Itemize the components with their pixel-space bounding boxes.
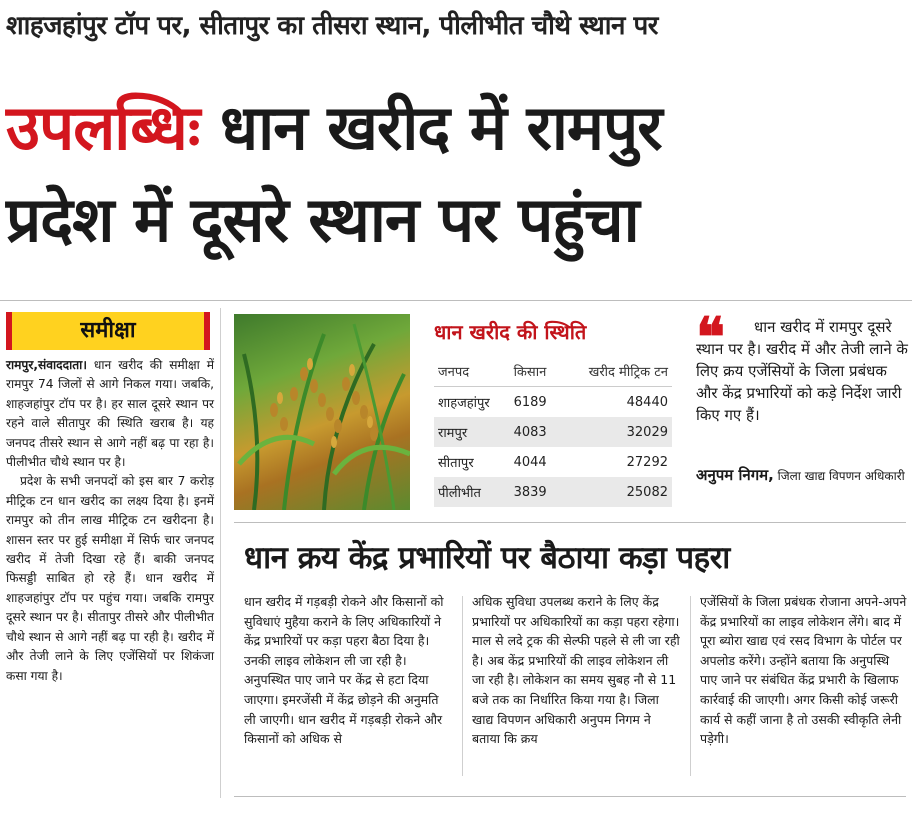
divider: [234, 522, 906, 523]
article-para-2: प्रदेश के सभी जनपदों को इस बार 7 करोड़ मीट्रिक टन धान खरीद का लक्ष्य दिया है। इनमें रामपुर को तीन लाख मीट्रिक टन खरीदना है। शासन स्तर पर हुई समीक्षा में सिर्फ चार जनपद खरीद में तेजी दिखा रहे हैं। बाकी जनपद फिसड्डी साबित हो रहे हैं। धान खरीद में शाहजहांपुर टॉप पर पहुंच गया। जबकि रामपुर दूसरे स्थान पर है। सीतापुर तीसरे और पीलीभीत चौथे स्थान से आगे नहीं बढ़ पा रही है। खरीद में और तेजी लाने के लिए एजेंसियों पर शिकंजा कसा गया है।: [6, 474, 214, 683]
table-cell: रामपुर: [434, 417, 510, 447]
headline-line1: धान खरीद में रामपुर: [199, 91, 662, 164]
author-role: जिला खाद्य विपणन अधिकारी: [773, 469, 905, 483]
table-title: धान खरीद की स्थिति: [434, 320, 587, 344]
table-cell: 48440: [562, 387, 672, 418]
table-header: खरीद मीट्रिक टन: [562, 356, 672, 387]
article-column-1: धान खरीद में गड़बड़ी रोकने और किसानों को सुविधाएं मुहैया कराने के लिए अधिकारियों ने केंद्र प्रभारियों पर कड़ा पहरा बैठा दिया है। उनकी लाइव लोकेशन ली जा रही है। अनुपस्थित पाए जाने पर केंद्र से हटा दिया जाएगा। इमरजेंसी में केंद्र छोड़ने की अनुमति ली जाएगी। धान खरीद में गड़बड़ी रोकने और किसानों को अधिक से: [244, 594, 444, 747]
divider: [220, 308, 221, 798]
table-cell: 4044: [510, 447, 562, 477]
table-cell: शाहजहांपुर: [434, 387, 510, 418]
table-row: [434, 477, 672, 507]
divider: [690, 596, 691, 776]
section-tag: समीक्षा: [6, 312, 210, 350]
divider: [234, 796, 906, 797]
article-para-1: [6, 356, 214, 472]
official-quote: [696, 316, 908, 426]
dateline: रामपुर,संवाददाता।: [6, 358, 87, 372]
table-cell: 3839: [510, 477, 562, 507]
table-header: किसान: [510, 356, 562, 387]
review-article: [6, 356, 214, 686]
divider: [462, 596, 463, 776]
table-header-row: [434, 356, 672, 387]
sub-headline: धान क्रय केंद्र प्रभारियों पर बैठाया कड़ा पहरा: [244, 540, 730, 576]
para1-text: धान खरीद की समीक्षा में रामपुर 74 जिलों से आगे निकल गया। जबकि, शाहजहांपुर टॉप पर है। हर साल दूसरे स्थान पर रहने वाले सीतापुर की स्थिति खराब है। यह जनपद तीसरे स्थान से आगे नहीं बढ़ पा रहा है। पीलीभीत चौथे स्थान पर है।: [6, 358, 214, 470]
quote-text: धान खरीद में रामपुर दूसरे स्थान पर है। खरीद में और तेजी लाने के लिए क्रय एजेंसियों के जिला प्रबंधक और केंद्र प्रभारियों को कड़े निर्देश जारी किए गए हैं।: [696, 318, 908, 424]
quote-icon: ❝: [696, 305, 726, 369]
procurement-table: [434, 356, 672, 507]
paddy-crop-photo: [234, 314, 410, 510]
table-cell: 25082: [562, 477, 672, 507]
headline-highlight: उपलब्धिः: [6, 91, 200, 164]
quote-attribution: [696, 466, 908, 485]
main-headline: [6, 82, 906, 266]
table-cell: 27292: [562, 447, 672, 477]
table-cell: 6189: [510, 387, 562, 418]
article-column-3: एजेंसियों के जिला प्रबंधक रोजाना अपने-अपने केंद्र प्रभारियों का लाइव लोकेशन लेंगे। बाद में पूरा ब्योरा खाद्य एवं रसद विभाग के पोर्टल पर अपलोड करेंगे। उन्होंने बताया कि अनुपस्थि पाए जाने पर संबंधित केंद्र प्रभारी के खिलाफ कार्रवाई की जाएगी। अगर किसी कोई जरूरी कार्य से कहीं जाना है तो उसकी स्वीकृति लेनी पड़ेगी।: [700, 594, 907, 747]
divider: [0, 300, 912, 301]
table-row: [434, 417, 672, 447]
table-row: [434, 387, 672, 418]
table-cell: 4083: [510, 417, 562, 447]
table-header: जनपद: [434, 356, 510, 387]
headline-line2: प्रदेश में दूसरे स्थान पर पहुंचा: [6, 183, 639, 256]
table-cell: पीलीभीत: [434, 477, 510, 507]
paddy-illustration: [234, 314, 410, 510]
table-cell: सीतापुर: [434, 447, 510, 477]
kicker-headline: शाहजहांपुर टॉप पर, सीतापुर का तीसरा स्थान, पीलीभीत चौथे स्थान पर: [6, 11, 658, 41]
sub-article-body: [244, 592, 908, 782]
author-name: अनुपम निगम,: [696, 466, 774, 484]
article-column-2: अधिक सुविधा उपलब्ध कराने के लिए केंद्र प्रभारियों पर अधिकारियों का कड़ा पहरा रहेगा। माल से लदे ट्रक की सेल्फी पहले से ली जा रही है। अब केंद्र प्रभारियों की लाइव लोकेशन ली जा रही है। लोकेशन का समय सुबह नौ से 11 बजे तक का निर्धारित किया गया है। जिला खाद्य विपणन अधिकारी अनुपम निगम ने बताया कि क्रय: [472, 594, 680, 747]
table-cell: 32029: [562, 417, 672, 447]
table-row: [434, 447, 672, 477]
